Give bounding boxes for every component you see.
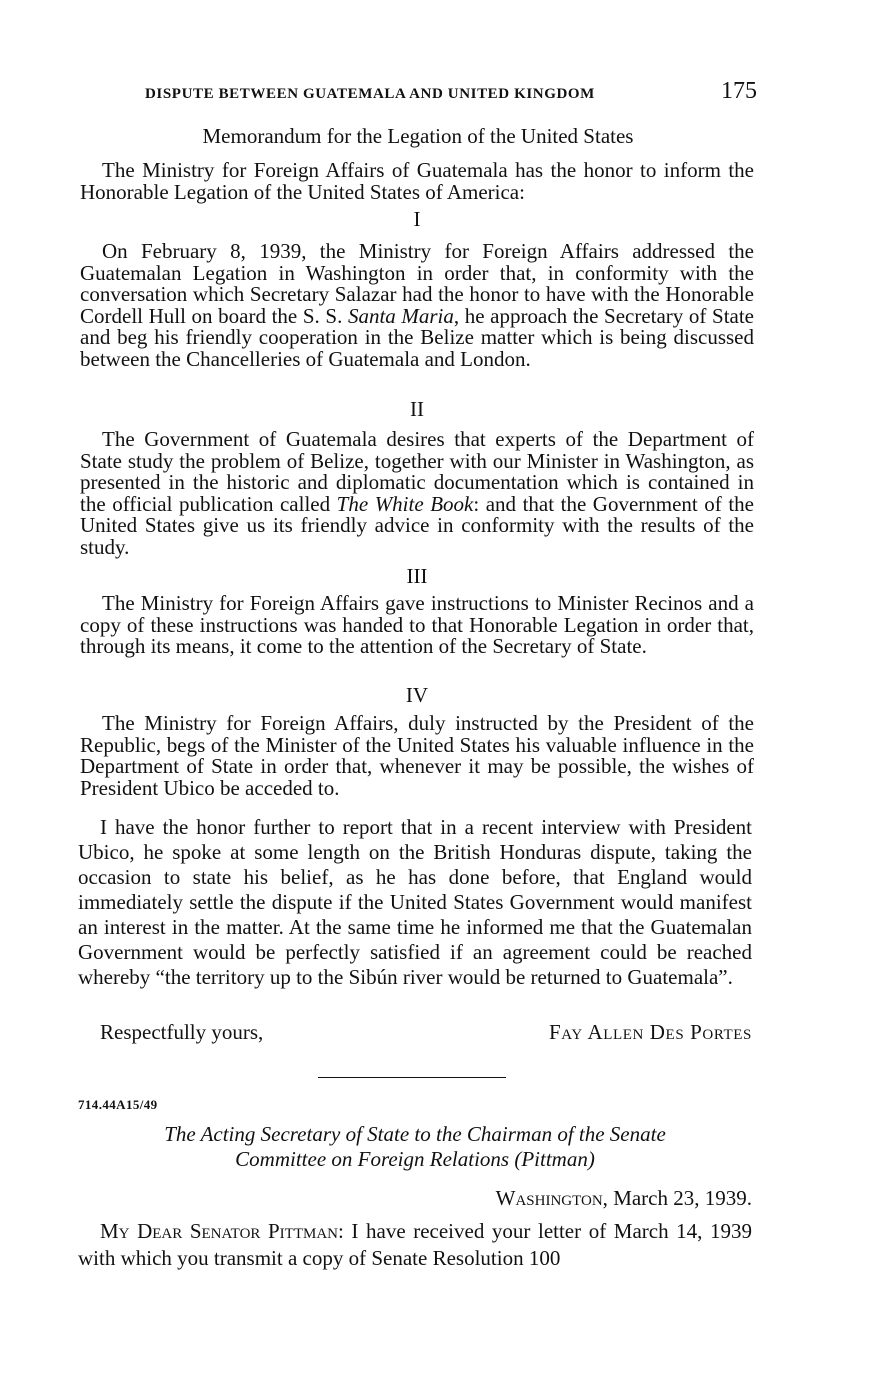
dateline: [78, 1186, 752, 1211]
memo-section-3: [80, 593, 754, 658]
memo-section-3-text: The Ministry for Foreign Affairs gave instructions to Minister Recinos and a copy of these instructions was handed to that Honorable Legation in order that, through its means, it come to the attention of the Secretary of State.: [80, 591, 754, 658]
memo-intro-text: The Ministry for Foreign Affairs of Guatemala has the honor to inform the Honorable Legation of the United States of America:: [80, 158, 754, 204]
section-2-text-end: : and that the Government of the United States give us its friendly advice in conformity with the results of the study.: [80, 491, 754, 559]
dateline-place: Washington,: [495, 1186, 608, 1210]
letter-closing: [78, 1020, 752, 1045]
memo-section-2-text: [80, 429, 754, 558]
running-head: [145, 78, 757, 105]
document-heading: [78, 1122, 752, 1172]
opening-text: : I have received your letter of March 14, 1939 with which you transmit a copy of Senate Resolution 100: [78, 1219, 752, 1270]
section-2-text-start: The Government of Guatemala desires that experts of the Department of State study the problem of Belize, together with our Minister in Washington, as presented in the historic and diplomatic documentation which is contained in the official publication called: [80, 427, 754, 516]
memo-title: Memorandum for the Legation of the United States: [202, 124, 634, 148]
salutation: Respectfully yours,: [100, 1020, 264, 1044]
memo-section-2: [80, 429, 754, 558]
report-paragraph-text: I have the honor further to report that in a recent interview with President Ubico, he spoke at some length on the British Honduras dispute, taking the occasion to state his belief, as he has done before, that England would immediately settle the dispute if the United States Government would manifest an interest in the matter. At the same time he informed me that the Guatemalan Government would be perfectly satisfied if an agreement could be reached whereby “the territory up to the Sibún river would be returned to Guatemala”.: [78, 815, 752, 989]
addressee: My Dear Senator Pittman: [100, 1219, 338, 1243]
document-heading-line-1: The Acting Secretary of State to the Chairman of the Senate: [164, 1122, 666, 1146]
section-1-text-start: On February 8, 1939, the Ministry for Foreign Affairs addressed the Guatemalan Legation in Washington in order that, in conformity with the conversation which Secretary Salazar had the honor to have with the Honorable Cordell Hull on board the S. S.: [80, 239, 754, 328]
section-numeral-3: III: [406, 564, 428, 588]
section-1-text-end: , he approach the Secretary of State and beg his friendly cooperation in the Belize matter which is being discussed between the Chancelleries of Guatemala and London.: [80, 303, 755, 371]
section-numeral-1: I: [413, 207, 421, 231]
section-divider: [318, 1077, 506, 1078]
page-number: 175: [721, 78, 757, 104]
memo-section-4-text: The Ministry for Foreign Affairs, duly instructed by the President of the Republic, begs of the Minister of the United States his valuable influence in the Department of State in order that, whenever it may be possible, the wishes of President Ubico be acceded to.: [80, 711, 754, 800]
file-number: 714.44A15/49: [78, 1097, 158, 1112]
memo-section-1: [80, 241, 754, 370]
document-heading-line-2: Committee on Foreign Relations (Pittman): [235, 1147, 595, 1171]
memo-section-1-text: [80, 241, 754, 370]
memo-section-4: [80, 713, 754, 799]
signature: Fay Allen Des Portes: [549, 1020, 752, 1044]
letter-opening: [78, 1218, 752, 1272]
ship-name: Santa Maria: [347, 303, 454, 328]
section-numeral-4: IV: [405, 683, 429, 707]
letter-opening-text: [78, 1218, 752, 1272]
dateline-date: March 23, 1939.: [613, 1186, 752, 1210]
running-title: DISPUTE BETWEEN GUATEMALA AND UNITED KINGDOM: [145, 86, 595, 102]
memo-intro: [80, 160, 754, 203]
publication-title: The White Book: [336, 491, 474, 516]
report-paragraph: [78, 815, 752, 990]
section-numeral-2: II: [410, 397, 424, 421]
